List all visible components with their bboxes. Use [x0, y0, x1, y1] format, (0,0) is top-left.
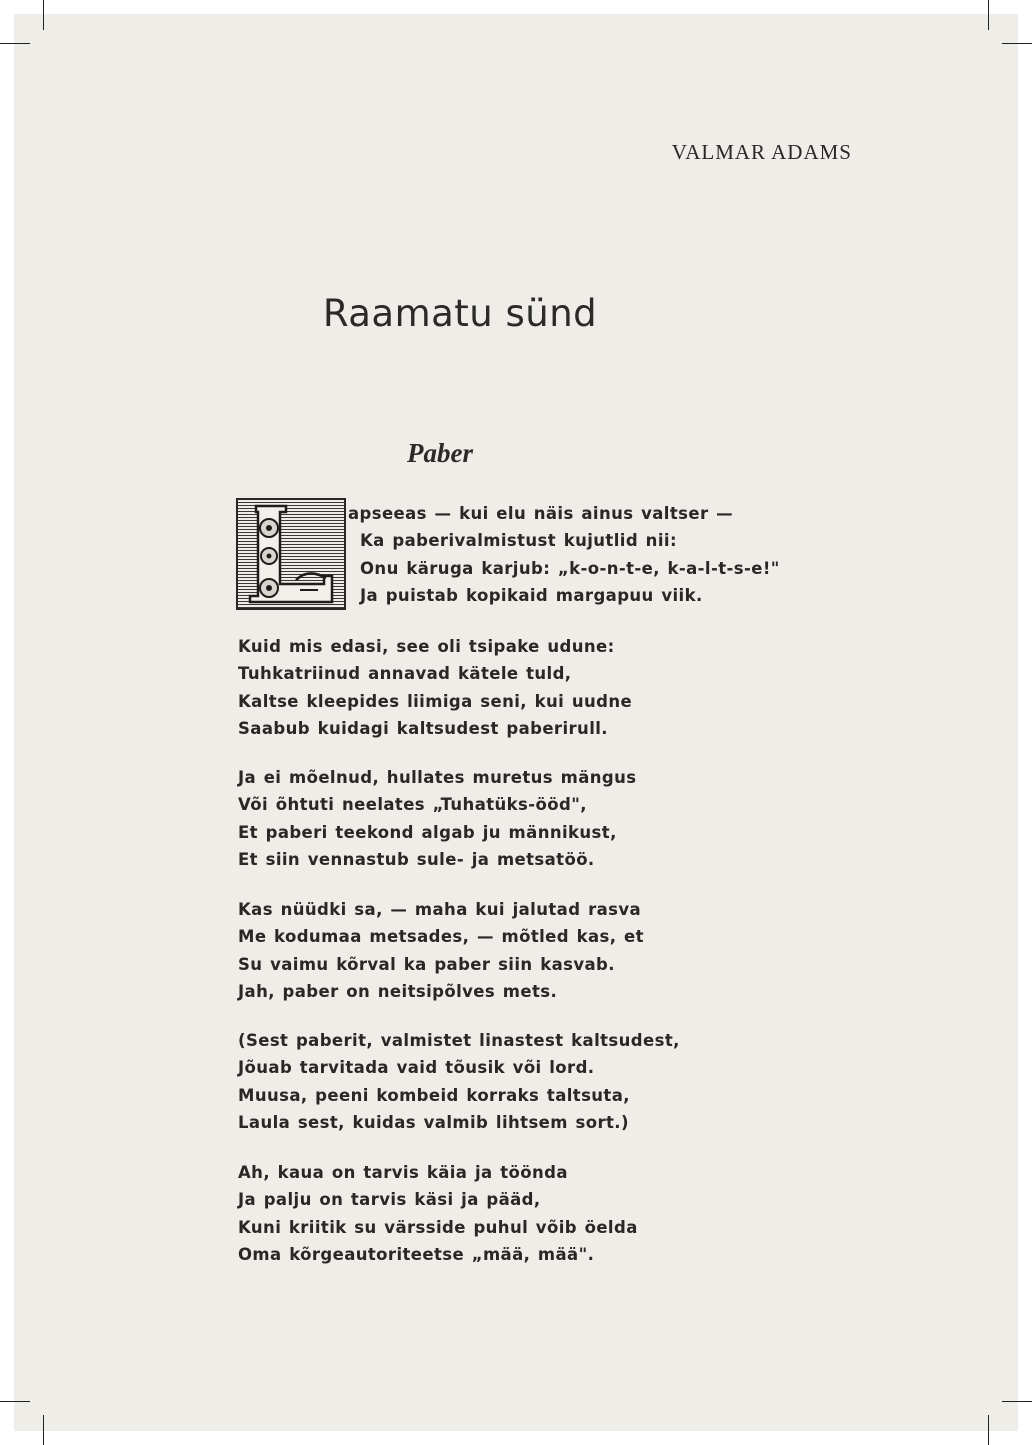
stanza-4	[238, 896, 644, 1005]
poem-line: Kuni kriitik su värsside puhul võib öelda	[238, 1217, 638, 1237]
poem-line: Kas nüüdki sa, — maha kui jalutad rasva	[238, 900, 642, 919]
stanza-6	[238, 1159, 638, 1268]
poem-line: Et siin vennastub sule- ja metsatöö.	[238, 849, 595, 869]
poem-line: Ja palju on tarvis käsi ja pääd,	[238, 1190, 541, 1210]
stanza-2	[238, 633, 632, 742]
poem-line: apseeas — kui elu näis ainus valtser —	[348, 504, 734, 523]
crop-mark-bottom-left-h	[0, 1401, 30, 1402]
drop-cap-ornament-icon	[236, 498, 346, 610]
poem-line: Muusa, peeni kombeid korraks taltsuta,	[238, 1085, 630, 1105]
crop-mark-bottom-left-v	[43, 1415, 44, 1445]
crop-mark-bottom-right-h	[1002, 1401, 1032, 1402]
poem-line: Onu käruga karjub: „k-o-n-t-e, k-a-l-t-s-e!"	[360, 558, 780, 578]
drop-cap-initial	[236, 498, 346, 610]
stanza-3	[238, 764, 637, 873]
poem-line: Ja puistab kopikaid margapuu viik.	[360, 585, 703, 605]
poem-line: Et paberi teekond algab ju männikust,	[238, 822, 617, 842]
stanza-5	[238, 1027, 680, 1136]
crop-mark-bottom-right-v	[988, 1415, 989, 1445]
crop-mark-top-right-v	[988, 0, 989, 30]
poem-line: Oma kõrgeautoriteetse „mää, mää".	[238, 1244, 595, 1264]
poem-line: Laula sest, kuidas valmib lihtsem sort.)	[238, 1112, 629, 1132]
crop-mark-top-left-v	[43, 0, 44, 30]
poem-line: Või õhtuti neelates „Tuhatüks-ööd",	[238, 795, 587, 815]
poem-line: (Sest paberit, valmistet linastest kaltsudest,	[238, 1031, 680, 1050]
poem-line: Me kodumaa metsades, — mõtled kas, et	[238, 927, 644, 947]
poem-line: Tuhkatriinud annavad kätele tuld,	[238, 664, 572, 684]
poem-line: Ah, kaua on tarvis käia ja töönda	[238, 1163, 568, 1182]
poem-line: Saabub kuidagi kaltsudest paberirull.	[238, 718, 608, 738]
author-name: VALMAR ADAMS	[671, 140, 852, 164]
poem-line: Kaltse kleepides liimiga seni, kui uudne	[238, 691, 633, 711]
crop-mark-top-left-h	[0, 43, 30, 44]
poem-line: Kuid mis edasi, see oli tsipake udune:	[238, 637, 615, 656]
poem-line: Ka paberivalmistust kujutlid nii:	[360, 531, 677, 551]
poem-line: Ja ei mõelnud, hullates muretus mängus	[238, 768, 637, 787]
poem-line: Su vaimu kõrval ka paber siin kasvab.	[238, 954, 615, 974]
poem-subtitle: Paber	[407, 438, 473, 468]
crop-mark-top-right-h	[1002, 43, 1032, 44]
poem-title: Raamatu sünd	[322, 292, 598, 335]
stanza-1	[348, 500, 780, 609]
poem-line: Jah, paber on neitsipõlves mets.	[238, 981, 558, 1001]
poem-line: Jõuab tarvitada vaid tõusik või lord.	[238, 1058, 595, 1078]
